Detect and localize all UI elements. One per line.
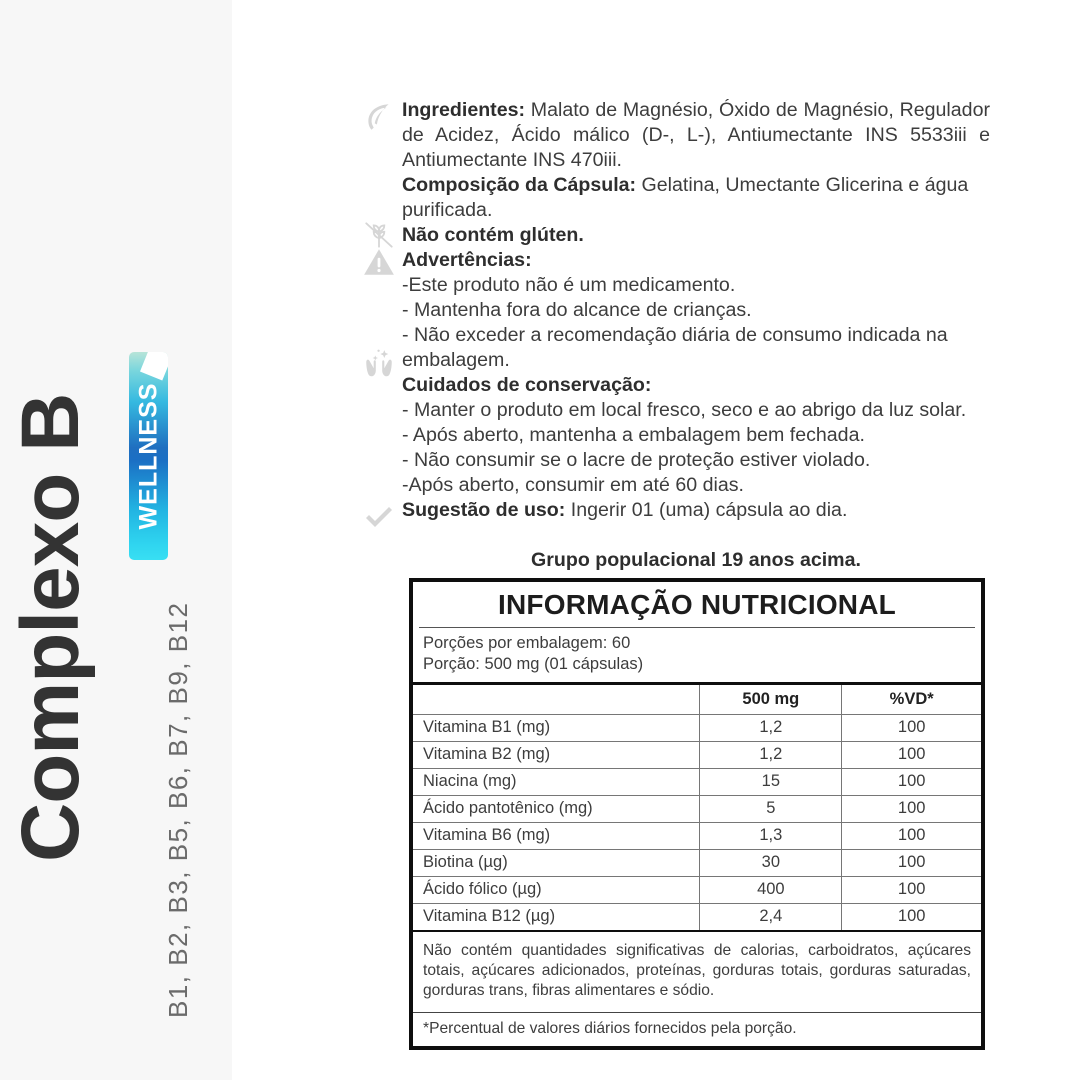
nutrient-amount: 30 — [700, 849, 842, 876]
table-row — [413, 795, 981, 822]
table-row — [413, 849, 981, 876]
nutrition-title: INFORMAÇÃO NUTRICIONAL — [419, 582, 975, 628]
warning-item: -Este produto não é um medicamento. — [402, 273, 736, 296]
capsule-composition-value: Gelatina, Umectante Glicerina e água purificada. — [402, 173, 969, 221]
table-row — [413, 714, 981, 741]
ingredients-paragraph — [402, 98, 990, 173]
storage-item: - Não consumir se o lacre de proteção estiver violado. — [402, 448, 871, 471]
table-row — [413, 822, 981, 849]
nutrient-dv: 100 — [842, 741, 981, 768]
hands-sparkle-icon — [362, 345, 396, 385]
storage-item: - Após aberto, mantenha a embalagem bem fechada. — [402, 423, 865, 446]
wellness-badge — [129, 352, 168, 560]
nutrient-amount: 1,3 — [700, 822, 842, 849]
nutrient-amount: 400 — [700, 876, 842, 903]
serving-size: Porção: 500 mg (01 cápsulas) — [423, 654, 644, 673]
ingredients-label: Ingredientes: — [402, 99, 526, 121]
label-content-panel — [232, 0, 1080, 1080]
storage-item: - Manter o produto em local fresco, seco e ao abrigo da luz solar. — [402, 398, 967, 421]
nutrient-amount: 2,4 — [700, 903, 842, 931]
page-title: Complexo B — [5, 393, 96, 862]
nutrient-dv: 100 — [842, 849, 981, 876]
amount-column-header: 500 mg — [700, 685, 842, 715]
capsule-composition-paragraph — [402, 173, 990, 223]
nutrient-dv: 100 — [842, 903, 981, 931]
leaf-icon — [362, 100, 396, 134]
check-icon — [362, 503, 396, 535]
table-row — [413, 768, 981, 795]
nutrient-name: Vitamina B12 (µg) — [413, 903, 700, 931]
nutrient-table — [413, 685, 981, 932]
warnings-label: Advertências: — [402, 248, 532, 271]
nutrient-amount: 5 — [700, 795, 842, 822]
nutrient-dv: 100 — [842, 876, 981, 903]
nutrient-name: Ácido pantotênico (mg) — [413, 795, 700, 822]
usage-paragraph — [402, 498, 990, 523]
nutrition-facts-table — [409, 578, 985, 1050]
product-side-panel — [0, 0, 232, 1080]
nutrient-dv: 100 — [842, 795, 981, 822]
storage-label: Cuidados de conservação: — [402, 373, 652, 396]
nutrient-name: Vitamina B6 (mg) — [413, 822, 700, 849]
nutrient-amount: 15 — [700, 768, 842, 795]
gluten-free-statement: Não contém glúten. — [402, 223, 584, 246]
nutrient-name: Vitamina B1 (mg) — [413, 714, 700, 741]
product-info-text — [402, 98, 990, 522]
nutrient-amount: 1,2 — [700, 741, 842, 768]
table-row — [413, 903, 981, 931]
nutrient-name: Niacina (mg) — [413, 768, 700, 795]
warning-item: - Mantenha fora do alcance de crianças. — [402, 298, 752, 321]
nutrient-name: Biotina (µg) — [413, 849, 700, 876]
warning-triangle-icon — [362, 245, 396, 279]
nutrient-name: Vitamina B2 (mg) — [413, 741, 700, 768]
nutrient-amount: 1,2 — [700, 714, 842, 741]
warning-item: - Não exceder a recomendação diária de consumo indicada na embalagem. — [402, 323, 948, 371]
usage-label: Sugestão de uso: — [402, 498, 566, 521]
nutrient-column-header — [413, 685, 700, 715]
wellness-badge-label: WELLNESS — [134, 382, 162, 530]
table-row — [413, 876, 981, 903]
usage-value: Ingerir 01 (uma) cápsula ao dia. — [565, 498, 848, 521]
capsule-composition-label: Composição da Cápsula: — [402, 173, 637, 196]
dv-column-header: %VD* — [842, 685, 981, 715]
nutrient-dv: 100 — [842, 714, 981, 741]
servings-per-package: Porções por embalagem: 60 — [423, 634, 631, 652]
storage-item: -Após aberto, consumir em até 60 dias. — [402, 473, 744, 496]
table-header-row — [413, 685, 981, 715]
nutrient-dv: 100 — [842, 822, 981, 849]
serving-info — [413, 628, 981, 685]
nutrient-dv: 100 — [842, 768, 981, 795]
population-group-note: Grupo populacional 19 anos acima. — [531, 549, 861, 571]
table-row — [413, 741, 981, 768]
daily-value-note: *Percentual de valores diários fornecidos pela porção. — [423, 1019, 797, 1037]
no-significant-amounts-note: Não contém quantidades significativas de calorias, carboidratos, açúcares totais, açúcares adicionados, proteínas, gorduras totais, gorduras saturadas, gorduras trans, fibras alimentares e sódio. — [413, 932, 981, 1013]
vitamin-list: B1, B2, B3, B5, B6, B7, B9, B12 — [162, 601, 193, 1018]
ingredients-value: Malato de Magnésio, Óxido de Magnésio, Regulador de Acidez, Ácido málico (D-, L-), Antiumectante INS 5533iii e Antiumectante INS 470iii. — [402, 99, 990, 171]
nutrient-name: Ácido fólico (µg) — [413, 876, 700, 903]
